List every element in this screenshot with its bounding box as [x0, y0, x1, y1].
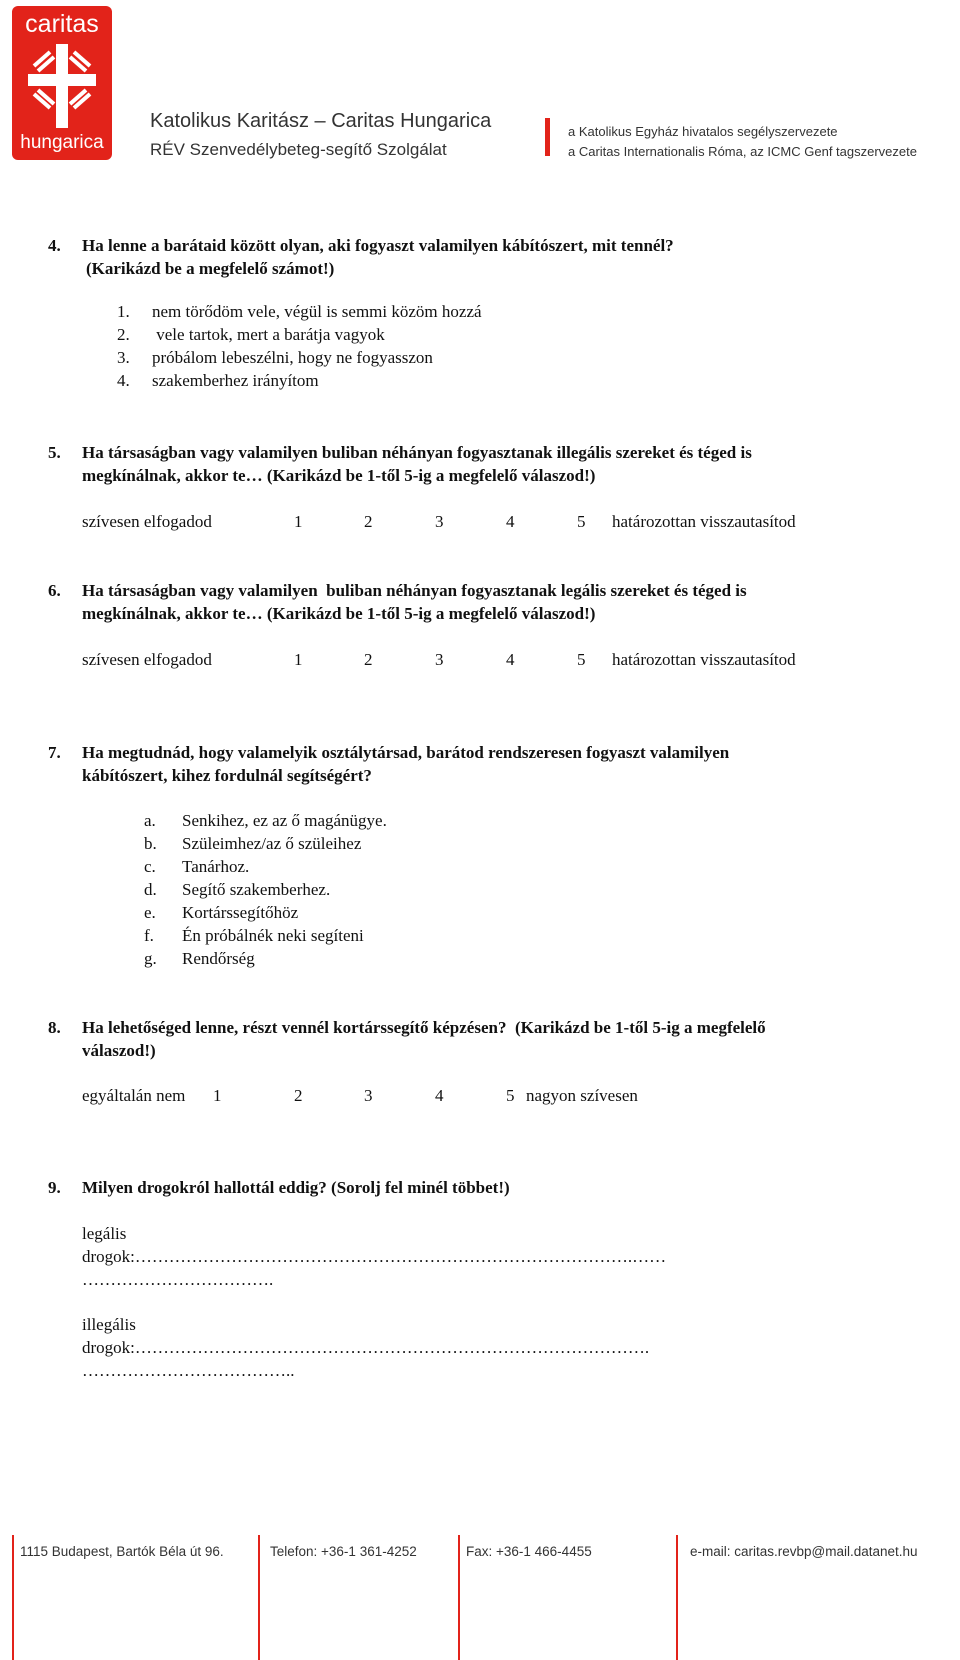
question-text: Milyen drogokról hallottál eddig? (Sorolj fel minél többet!) — [82, 1178, 510, 1197]
option-text: szakemberhez irányítom — [152, 371, 319, 390]
caritas-logo — [12, 6, 112, 160]
scale-option-3[interactable]: 3 — [435, 512, 444, 531]
option-text: Én próbálnék neki segíteni — [182, 926, 364, 945]
scale-left-label: szívesen elfogadod — [82, 650, 212, 669]
option-number: 1. — [117, 302, 130, 321]
option-number: 3. — [117, 348, 130, 367]
question-number: 7. — [48, 743, 61, 762]
legal-drugs-answer-line[interactable]: drogok:…………………………………………………………………………….…… — [82, 1247, 667, 1266]
scale-right-label: határozottan visszautasítod — [612, 650, 796, 669]
option-letter: c. — [144, 857, 156, 876]
question-text: Ha társaságban vagy valamilyen buliban néhányan fogyasztanak illegális szereket és téged is — [82, 443, 752, 462]
header-divider — [545, 118, 550, 156]
tagline-1: a Katolikus Egyház hivatalos segélyszervezete — [568, 124, 838, 139]
option-letter: e. — [144, 903, 156, 922]
option-text: Rendőrség — [182, 949, 255, 968]
tagline-2: a Caritas Internationalis Róma, az ICMC Genf tagszervezete — [568, 144, 917, 159]
question-text: Ha lehetőséged lenne, részt vennél kortárssegítő képzésen? (Karikázd be 1-től 5-ig a megfelelő — [82, 1018, 766, 1037]
scale-option-2[interactable]: 2 — [294, 1086, 303, 1105]
scale-option-1[interactable]: 1 — [294, 512, 303, 531]
footer-fax: Fax: +36-1 466-4455 — [466, 1544, 592, 1559]
option-letter: f. — [144, 926, 154, 945]
scale-option-2[interactable]: 2 — [364, 650, 373, 669]
option-letter: g. — [144, 949, 157, 968]
question-number: 5. — [48, 443, 61, 462]
option-text: Szüleimhez/az ő szüleihez — [182, 834, 362, 853]
legal-drugs-label: legális — [82, 1224, 127, 1243]
question-text: Ha társaságban vagy valamilyen buliban néhányan fogyasztanak legális szereket és téged is — [82, 581, 747, 600]
option-text: Kortárssegítőhöz — [182, 903, 299, 922]
scale-option-1[interactable]: 1 — [213, 1086, 222, 1105]
option-text: Tanárhoz. — [182, 857, 250, 876]
question-text-cont: megkínálnak, akkor te… (Karikázd be 1-től 5-ig a megfelelő válaszod!) — [82, 604, 596, 623]
scale-option-5[interactable]: 5 — [506, 1086, 515, 1105]
illegal-drugs-answer-line-2[interactable]: ……………………………….. — [82, 1361, 295, 1380]
footer-divider — [676, 1535, 678, 1660]
question-text: Ha lenne a barátaid között olyan, aki fogyaszt valamilyen kábítószert, mit tennél? — [82, 236, 674, 255]
question-number: 8. — [48, 1018, 61, 1037]
question-number: 6. — [48, 581, 61, 600]
scale-option-4[interactable]: 4 — [435, 1086, 444, 1105]
scale-left-label: egyáltalán nem — [82, 1086, 186, 1105]
org-name: Katolikus Karitász – Caritas Hungarica — [150, 110, 492, 132]
footer-divider — [258, 1535, 260, 1660]
option-letter: b. — [144, 834, 157, 853]
scale-right-label: határozottan visszautasítod — [612, 512, 796, 531]
illegal-drugs-answer-line[interactable]: drogok:………………………………………………………………………………. — [82, 1338, 650, 1357]
question-number: 4. — [48, 236, 61, 255]
question-text: Ha megtudnád, hogy valamelyik osztálytársad, barátod rendszeresen fogyaszt valamilyen — [82, 743, 730, 762]
footer-email[interactable]: e-mail: caritas.revbp@mail.datanet.hu — [690, 1544, 918, 1559]
footer-divider — [12, 1535, 14, 1660]
option-text: Senkihez, ez az ő magánügye. — [182, 811, 387, 830]
option-text: próbálom lebeszélni, hogy ne fogyasszon — [152, 348, 433, 367]
logo-top-text: caritas — [25, 10, 99, 38]
scale-option-3[interactable]: 3 — [435, 650, 444, 669]
question-text-cont: kábítószert, kihez fordulnál segítségért? — [82, 766, 372, 785]
option-number: 2. — [117, 325, 130, 344]
org-subtitle: RÉV Szenvedélybeteg-segítő Szolgálat — [150, 140, 447, 159]
footer-divider — [458, 1535, 460, 1660]
question-text-cont: válaszod!) — [82, 1041, 156, 1060]
illegal-drugs-label: illegális — [82, 1315, 136, 1334]
legal-drugs-answer-line-2[interactable]: ……………………………. — [82, 1270, 274, 1289]
scale-option-3[interactable]: 3 — [364, 1086, 373, 1105]
footer-address: 1115 Budapest, Bartók Béla út 96. — [20, 1544, 224, 1559]
option-number: 4. — [117, 371, 130, 390]
scale-option-2[interactable]: 2 — [364, 512, 373, 531]
option-text: nem törődöm vele, végül is semmi közöm hozzá — [152, 302, 482, 321]
option-letter: a. — [144, 811, 156, 830]
caritas-cross-icon — [28, 44, 96, 128]
scale-option-5[interactable]: 5 — [577, 512, 586, 531]
scale-left-label: szívesen elfogadod — [82, 512, 212, 531]
question-number: 9. — [48, 1178, 61, 1197]
option-text: Segítő szakemberhez. — [182, 880, 331, 899]
option-letter: d. — [144, 880, 157, 899]
option-text: vele tartok, mert a barátja vagyok — [152, 325, 385, 344]
scale-option-4[interactable]: 4 — [506, 512, 515, 531]
logo-bottom-text: hungarica — [20, 132, 104, 153]
scale-option-5[interactable]: 5 — [577, 650, 586, 669]
question-text-cont: megkínálnak, akkor te… (Karikázd be 1-től 5-ig a megfelelő válaszod!) — [82, 466, 596, 485]
scale-option-1[interactable]: 1 — [294, 650, 303, 669]
scale-right-label: nagyon szívesen — [526, 1086, 638, 1105]
question-instruction: (Karikázd be a megfelelő számot!) — [86, 259, 335, 278]
scale-option-4[interactable]: 4 — [506, 650, 515, 669]
footer-phone: Telefon: +36-1 361-4252 — [270, 1544, 417, 1559]
